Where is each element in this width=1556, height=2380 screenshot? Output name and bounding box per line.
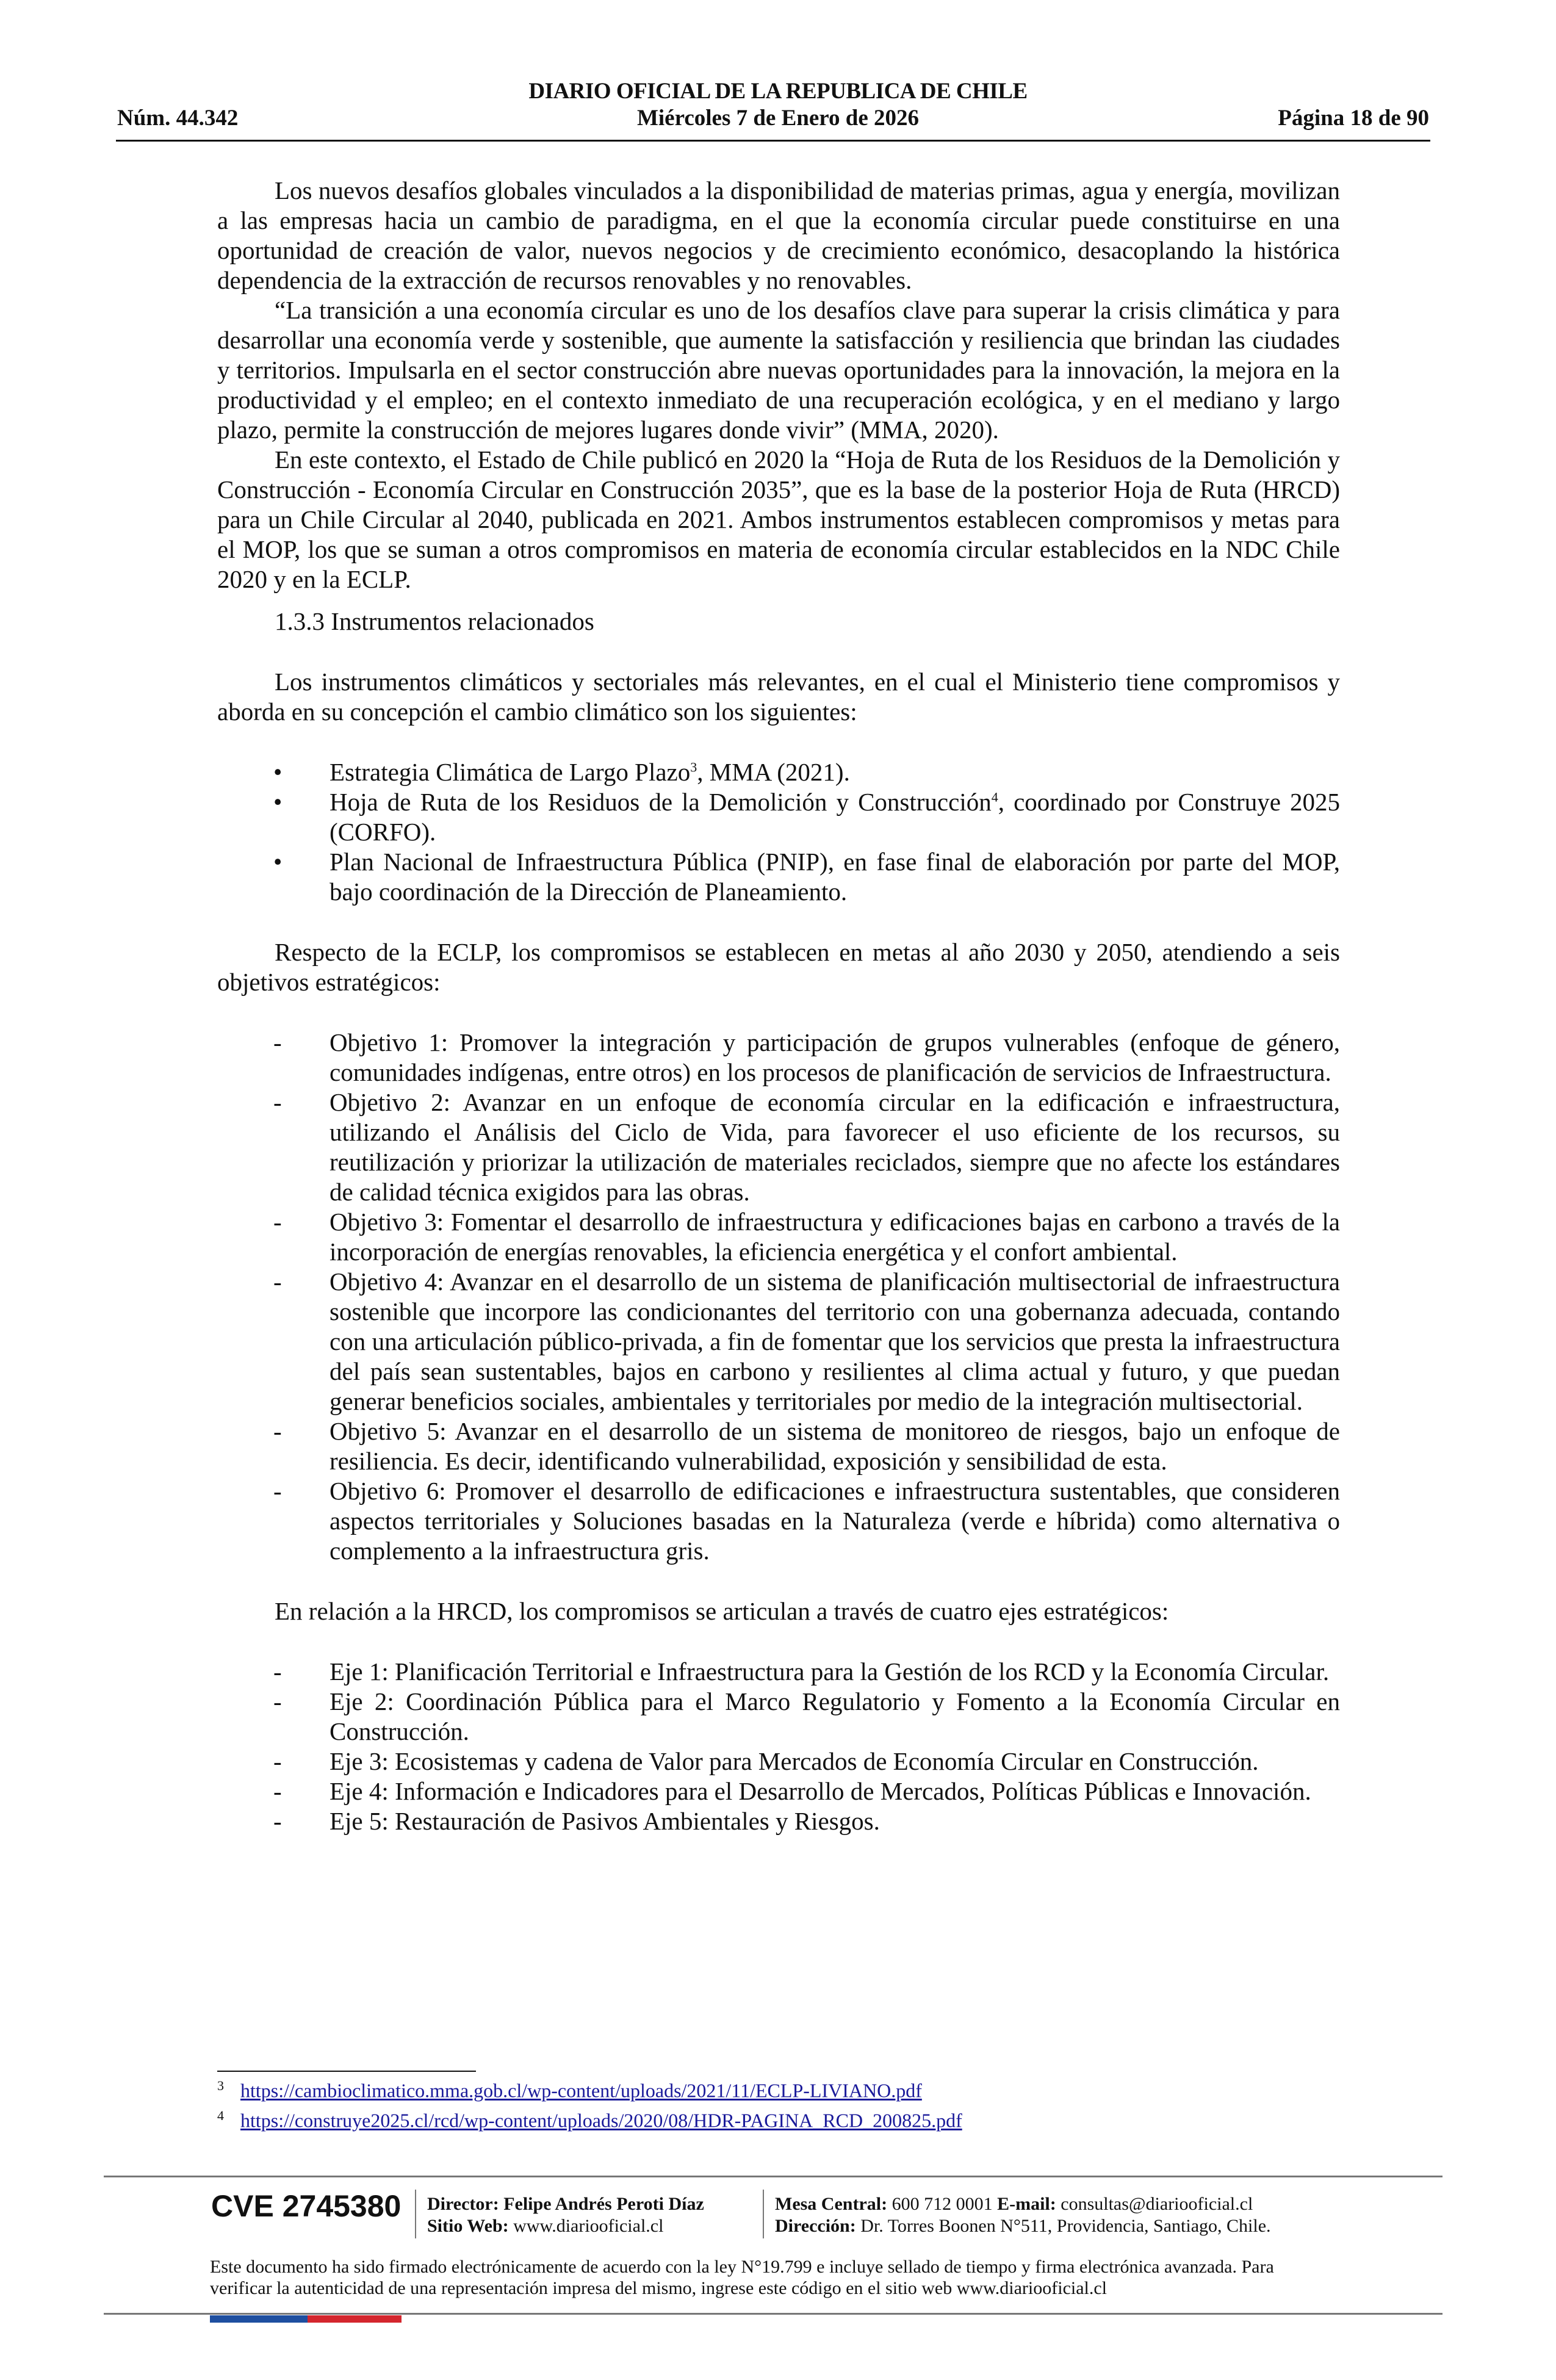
paragraph: En este contexto, el Estado de Chile publicó en 2020 la “Hoja de Ruta de los Residuos de la Demolición y Construcción - Economía Circular en Construcción 2035”, que es la base de la posterior Hoja de Ruta (HRCD) para un Chile Circular al 2040, publicada en 2021. Ambos instrumentos establecen compromisos y metas para el MOP, los que se suman a otros compromisos en materia de economía circular establecidos en la NDC Chile 2020 y en la ECLP. — [217, 445, 1340, 593]
dash-marker: - — [273, 1777, 282, 1805]
list-item: - Eje 2: Coordinación Pública para el Marco Regulatorio y Fomento a la Economía Circular en Construcción. — [273, 1687, 1340, 1745]
footnote-ref[interactable]: 4 — [991, 789, 998, 805]
list-item: - Eje 3: Ecosistemas y cadena de Valor para Mercados de Economía Circular en Construcción. — [273, 1747, 1259, 1775]
paragraph: En relación a la HRCD, los compromisos se articulan a través de cuatro ejes estratégicos: — [275, 1597, 1169, 1625]
list-item: • Plan Nacional de Infraestructura Pública (PNIP), en fase final de elaboración por parte del MOP, bajo coordinación de la Dirección de Planeamiento. — [273, 848, 1340, 906]
website[interactable]: www.diariooficial.cl — [513, 2216, 664, 2236]
dash-marker: - — [273, 1088, 282, 1116]
dash-marker: - — [273, 1747, 282, 1775]
header-divider — [116, 140, 1430, 142]
list-item: • Estrategia Climática de Largo Plazo$^3$, MMA (2021). — [273, 758, 850, 786]
director-name: Felipe Andrés Peroti Díaz — [503, 2194, 704, 2214]
instruments-list — [217, 757, 1340, 907]
page-number: Página 18 de 90 — [1278, 106, 1429, 131]
footnote-number: 4 — [217, 2108, 224, 2123]
footer-contact-info: Mesa Central: 600 712 0001 E-mail: consultas@diariooficial.cl Dirección: Dr. Torres Boonen N°511, Providencia, Santiago, Chile. — [775, 2194, 1271, 2236]
newspaper-title: DIARIO OFICIAL DE LA REPUBLICA DE CHILE — [528, 79, 1028, 104]
flag-stripe-red — [308, 2315, 402, 2323]
list-item: - Objetivo 2: Avanzar en un enfoque de economía circular en la edificación e infraestructura, utilizando el Análisis del Ciclo de Vida, para favorecer el uso eficiente de los recursos, su reutilización y priorizar la utilización de materiales reciclados, siempre que no afecte los estándares de calidad técnica exigidos para las obras. — [273, 1088, 1340, 1206]
footnote-number: 3 — [217, 2078, 224, 2093]
paragraph: Respecto de la ECLP, los compromisos se establecen en metas al año 2030 y 2050, atendiendo a seis objetivos estratégicos: — [217, 938, 1340, 996]
cve-code: CVE 2745380 — [211, 2189, 402, 2223]
footer-director-info: Director: Felipe Andrés Peroti Díaz Sitio Web: www.diariooficial.cl — [427, 2194, 704, 2236]
dash-marker: - — [273, 1477, 282, 1505]
footnote-link[interactable]: https://cambioclimatico.mma.gob.cl/wp-content/uploads/2021/11/ECLP-LIVIANO.pdf — [240, 2079, 922, 2102]
list-item: - Objetivo 6: Promover el desarrollo de edificaciones e infraestructura sustentables, que consideren aspectos territoriales y Soluciones basadas en la Naturaleza (verde e híbrida) como alternativa o complemento a la infraestructura gris. — [273, 1477, 1340, 1565]
footer-divider — [104, 2176, 1443, 2177]
issue-number: Núm. 44.342 — [117, 106, 239, 131]
dash-marker: - — [273, 1687, 282, 1715]
paragraph: Los nuevos desafíos globales vinculados a la disponibilidad de materias primas, agua y energía, movilizan a las empresas hacia un cambio de paradigma, en el que la economía circular puede constituirse en una oportunidad de creación de valor, nuevos negocios y de crecimiento económico, desacoplando la histórica dependencia de la extracción de recursos renovables y no renovables. — [217, 176, 1340, 294]
dash-marker: - — [273, 1417, 282, 1445]
dash-marker: - — [273, 1208, 282, 1236]
objectives-list — [217, 1028, 1340, 1566]
paragraph: “La transición a una economía circular es uno de los desafíos clave para superar la crisis climática y para desarrollar una economía verde y sostenible, que aumente la satisfacción y resiliencia que brindan las ciudades y territorios. Impulsarla en el sector construcción abre nuevas oportunidades para la innovación, la mejora en la productividad y el empleo; en el contexto inmediato de una recuperación ecológica, y en el mediano y largo plazo, permite la construcción de mejores lugares donde vivir” (MMA, 2020). — [217, 296, 1340, 444]
list-item: - Eje 1: Planificación Territorial e Infraestructura para la Gestión de los RCD y la Economía Circular. — [273, 1657, 1330, 1686]
dash-marker: - — [273, 1807, 282, 1835]
phone: 600 712 0001 — [891, 2194, 993, 2214]
footnote-ref[interactable]: 3 — [690, 759, 697, 775]
axes-list — [217, 1657, 1340, 1836]
footnote-divider — [217, 2071, 476, 2072]
dash-marker: - — [273, 1657, 282, 1686]
address: Dr. Torres Boonen N°511, Providencia, Santiago, Chile. — [860, 2216, 1271, 2236]
footer-separator — [763, 2190, 764, 2238]
section-heading: 1.3.3 Instrumentos relacionados — [275, 607, 594, 635]
list-item: - Eje 5: Restauración de Pasivos Ambientales y Riesgos. — [273, 1807, 880, 1835]
footer-separator — [415, 2190, 416, 2238]
footnote-link[interactable]: https://construye2025.cl/rcd/wp-content/uploads/2020/08/HDR-PAGINA_RCD_200825.pdf — [240, 2109, 962, 2132]
flag-stripe-blue — [210, 2315, 308, 2323]
list-item: - Eje 4: Información e Indicadores para el Desarrollo de Mercados, Políticas Públicas e Innovación. — [273, 1777, 1311, 1805]
footnote — [217, 2078, 922, 2102]
email[interactable]: consultas@diariooficial.cl — [1061, 2194, 1253, 2214]
bullet-marker: • — [273, 788, 283, 816]
document-body — [217, 176, 1340, 1867]
list-item: - Objetivo 5: Avanzar en el desarrollo de un sistema de monitoreo de riesgos, bajo un enfoque de resiliencia. Es decir, identificando vulnerabilidad, exposición y sensibilidad de esta. — [273, 1417, 1340, 1475]
dash-marker: - — [273, 1268, 282, 1296]
bullet-marker: • — [273, 848, 283, 876]
footer-divider — [104, 2313, 1443, 2315]
bullet-marker: • — [273, 758, 283, 786]
dash-marker: - — [273, 1028, 282, 1056]
list-item: - Objetivo 3: Fomentar el desarrollo de infraestructura y edificaciones bajas en carbono a través de la incorporación de energías renovables, la eficiencia energética y el confort ambiental. — [273, 1208, 1340, 1266]
list-item: - Objetivo 4: Avanzar en el desarrollo de un sistema de planificación multisectorial de infraestructura sostenible que incorpore las condicionantes del territorio con una gobernanza adecuada, contando con una articulación público-privada, a fin de fomentar que los servicios que presta la infraestructura del país sean sustentables, bajos en carbono y resilientes al clima actual y futuro, y que puedan generar beneficios sociales, ambientales y territoriales por medio de la integración multisectorial. — [273, 1268, 1340, 1415]
signature-note: Este documento ha sido firmado electrónicamente de acuerdo con la ley N°19.799 e incluye sellado de tiempo y firma electrónica avanzada. Para verificar la autenticidad de una representación impresa del mismo, ingrese este código en el sitio web www.diariooficial.cl — [210, 2257, 1274, 2298]
list-item: - Objetivo 1: Promover la integración y participación de grupos vulnerables (enfoque de género, comunidades indígenas, entre otros) en los procesos de planificación de servicios de Infraestructura. — [273, 1028, 1340, 1086]
footnote — [217, 2108, 962, 2132]
list-item: • Hoja de Ruta de los Residuos de la Demolición y Construcción$^4$, coordinado por Construye 2025 (CORFO). — [273, 788, 1341, 846]
paragraph: Los instrumentos climáticos y sectoriales más relevantes, en el cual el Ministerio tiene compromisos y aborda en su concepción el cambio climático son los siguientes: — [217, 668, 1340, 726]
issue-date: Miércoles 7 de Enero de 2026 — [636, 106, 920, 131]
